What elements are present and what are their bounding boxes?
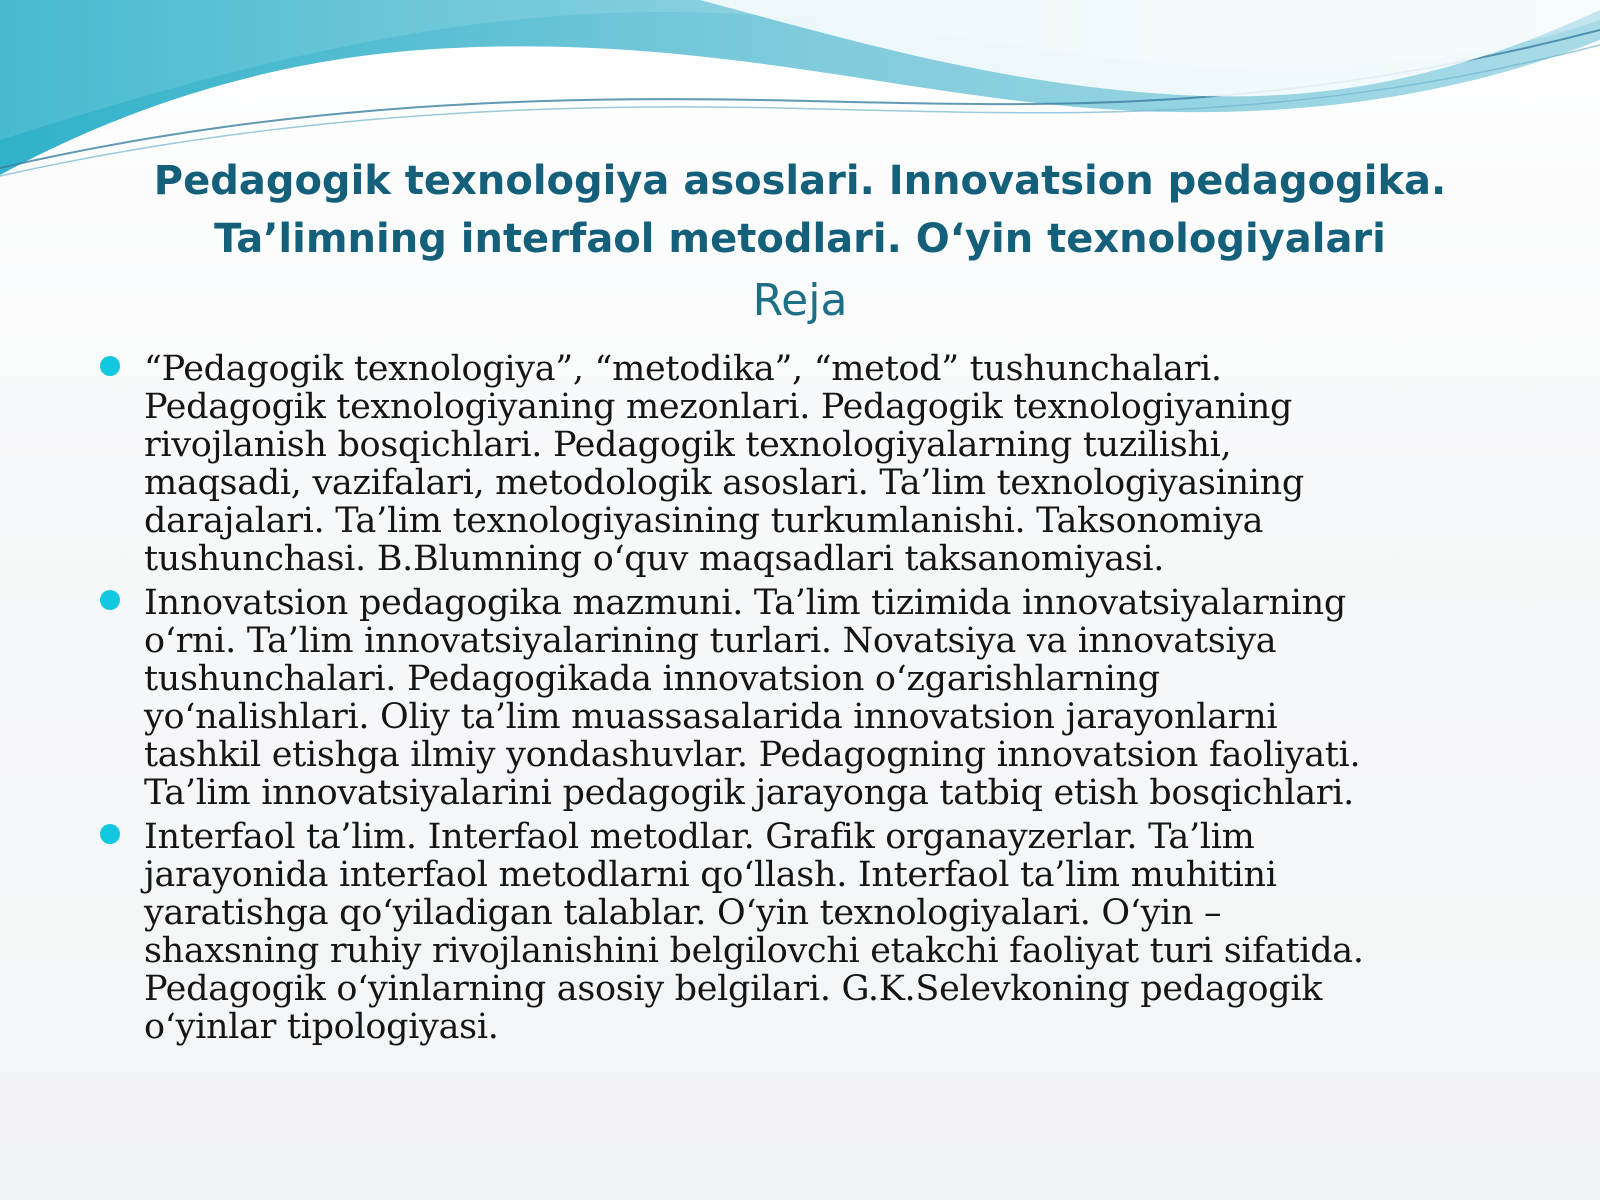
bullet-line: tushunchalari. Pedagogikada innovatsion o‘zgarishlarning bbox=[144, 659, 1160, 699]
bullet-line: o‘yinlar tipologiyasi. bbox=[144, 1007, 499, 1047]
bullet-list bbox=[96, 350, 1516, 1052]
bullet-item-1 bbox=[96, 350, 1516, 578]
bullet-text-1 bbox=[144, 350, 1516, 578]
bullet-line: “Pedagogik texnologiya”, “metodika”, “metod” tushunchalari. bbox=[144, 349, 1222, 389]
bullet-line: maqsadi, vazifalari, metodologik asoslari. Ta’lim texnologiyasining bbox=[144, 463, 1304, 503]
slide-title-line-1: Pedagogik texnologiya asoslari. Innovatsion pedagogika. bbox=[153, 158, 1447, 204]
slide-subtitle: Reja bbox=[752, 275, 848, 326]
bullet-line: tushunchasi. B.Blumning o‘quv maqsadlari taksanomiyasi. bbox=[144, 539, 1165, 579]
bullet-line: Pedagogik o‘yinlarning asosiy belgilari. G.K.Selevkoning pedagogik bbox=[144, 969, 1323, 1009]
bullet-dot-icon bbox=[100, 356, 120, 376]
bullet-text-3 bbox=[144, 818, 1516, 1046]
bullet-item-2 bbox=[96, 584, 1516, 812]
bullet-line: darajalari. Ta’lim texnologiyasining turkumlanishi. Taksonomiya bbox=[144, 501, 1264, 541]
bullet-line: rivojlanish bosqichlari. Pedagogik texnologiyalarning tuzilishi, bbox=[144, 425, 1232, 465]
title-block bbox=[140, 152, 1460, 332]
bullet-line: yaratishga qo‘yiladigan talablar. O‘yin texnologiyalari. O‘yin – bbox=[144, 893, 1222, 933]
slide-title-line-2: Ta’limning interfaol metodlari. O‘yin texnologiyalari bbox=[214, 216, 1386, 262]
bullet-text-2 bbox=[144, 584, 1516, 812]
bullet-line: yo‘nalishlari. Oliy ta’lim muassasalarida innovatsion jarayonlarni bbox=[144, 697, 1278, 737]
bullet-item-3 bbox=[96, 818, 1516, 1046]
bullet-line: Pedagogik texnologiyaning mezonlari. Pedagogik texnologiyaning bbox=[144, 387, 1293, 427]
bullet-line: o‘rni. Ta’lim innovatsiyalarining turlari. Novatsiya va innovatsiya bbox=[144, 621, 1277, 661]
bullet-line: Ta’lim innovatsiyalarini pedagogik jarayonga tatbiq etish bosqichlari. bbox=[144, 773, 1354, 813]
bullet-line: tashkil etishga ilmiy yondashuvlar. Pedagogning innovatsion faoliyati. bbox=[144, 735, 1361, 775]
bullet-dot-icon bbox=[100, 824, 120, 844]
bullet-line: shaxsning ruhiy rivojlanishini belgilovchi etakchi faoliyat turi sifatida. bbox=[144, 931, 1364, 971]
bullet-line: Innovatsion pedagogika mazmuni. Ta’lim tizimida innovatsiyalarning bbox=[144, 583, 1346, 623]
bullet-dot-icon bbox=[100, 590, 120, 610]
bullet-line: jarayonida interfaol metodlarni qo‘llash. Interfaol ta’lim muhitini bbox=[144, 855, 1277, 895]
bullet-line: Interfaol ta’lim. Interfaol metodlar. Grafik organayzerlar. Ta’lim bbox=[144, 817, 1255, 857]
